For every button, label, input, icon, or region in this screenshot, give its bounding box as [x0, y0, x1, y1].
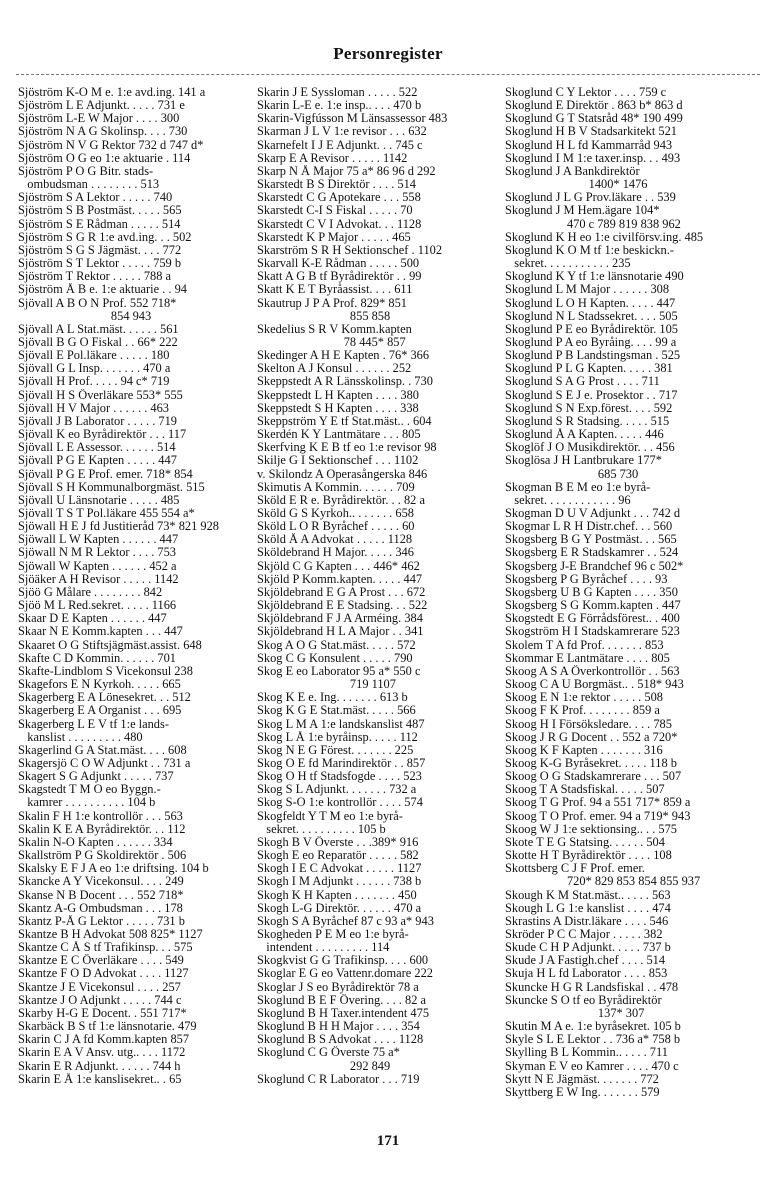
register-entry: Sköld L O R Byråchef . . . . . 60: [257, 520, 415, 534]
header-divider: [16, 74, 760, 75]
register-entry: Skogström H I Stadskamrerare 523: [505, 625, 680, 639]
register-entry: Sjöö M L Red.sekret. . . . . 1166: [18, 599, 177, 613]
register-entry: Skoglund L M Major . . . . . . 308: [505, 283, 670, 297]
register-entry: Skough L G 1:e kanslist . . . . 474: [505, 901, 671, 915]
register-entry: Skarin C J A fd Komm.kapten 857: [18, 1033, 190, 1047]
register-entry: Skylling B L Kommin.. . . . . 711: [505, 1046, 668, 1060]
register-entry: Skagstedt T M O eo Byggn.-: [18, 783, 161, 797]
register-entry: Skogman B E M eo 1:e byrå-: [505, 480, 651, 494]
register-entry: Sjövall H S Överläkare 553* 555: [18, 388, 183, 402]
register-entry: v. Skilondz A Operasångerska 846: [257, 467, 428, 481]
register-entry: Skalsky E F J A eo 1:e driftsing. 104 b: [18, 862, 209, 876]
register-entry: Skagersjö C O W Adjunkt . . 731 a: [18, 756, 191, 770]
register-entry: Sjöström Å B e. 1:e aktuarie . . 94: [18, 283, 187, 297]
register-entry: Sjövall E Pol.läkare . . . . . 180: [18, 349, 170, 363]
register-entry: Skoglund C Y Lektor . . . . 759 c: [505, 86, 667, 99]
register-entry: Skytt N E Jägmäst. . . . . . . 772: [505, 1072, 659, 1086]
register-entry: Skoglund H L fd Kammarråd 943: [505, 138, 673, 152]
register-entry: Sjöström T Rektor . . . . . 788 a: [18, 270, 172, 284]
register-entry: Skuncke H G R Landsfiskal . . 478: [505, 980, 679, 994]
register-entry: Skoglar E G eo Vattenr.domare 222: [257, 967, 433, 981]
register-entry: Skoglöf J O Musikdirektör. . . 456: [505, 441, 675, 455]
register-entry: 1400* 1476: [505, 178, 648, 192]
register-entry: Skoog J R G Docent . . 552 a 720*: [505, 730, 678, 744]
register-entry: Skeppstedt S H Kapten . . . . 338: [257, 401, 419, 415]
register-entry: Skarp E A Revisor . . . . . 1142: [257, 151, 408, 165]
register-entry: Skarstedt B S Direktör . . . . 514: [257, 178, 417, 192]
register-entry: Skogh I E C Advokat . . . . . 1127: [257, 862, 422, 876]
register-entry: 855 858: [257, 309, 391, 323]
register-entry: Skogman D U V Adjunkt . . . 742 d: [505, 507, 681, 520]
register-entry: Sjövall L E Assessor. . . . . . 514: [18, 441, 176, 455]
register-entry: Skoog W J 1:e sektionsing.. . . 575: [505, 822, 677, 836]
register-entry: Sjöström S G R 1:e avd.ing. . . 502: [18, 230, 192, 244]
register-entry: Skrastins A Distr.läkare . . . . 546: [505, 914, 669, 928]
register-entry: Skote T E G Statsing. . . . . . 504: [505, 835, 665, 849]
register-entry: Skog C G Konsulent . . . . . 790: [257, 651, 413, 665]
register-entry: Skantze J O Adjunkt . . . . . 744 c: [18, 993, 182, 1007]
register-entry: Skarström S R H Sektionschef . 1102: [257, 243, 443, 257]
register-entry: Sjöström S E Rådman . . . . . 514: [18, 217, 181, 231]
register-entry: Skantze B H Advokat 508 825* 1127: [18, 928, 203, 941]
register-entry: 720* 829 853 854 855 937: [505, 875, 701, 889]
register-entry: Skarbäck B S tf 1:e länsnotarie. 479: [18, 1020, 197, 1034]
register-entry: Sjöström N V G Rektor 732 d 747 d*: [18, 138, 204, 152]
register-entry: Skallström P G Skoldirektör . 506: [18, 849, 187, 863]
register-entry: Skarby H-G E Docent. . 551 717*: [18, 1006, 187, 1020]
register-entry: Skog K E e. Ing. . . . . . . 613 b: [257, 691, 408, 705]
register-entry: Skutin M A e. 1:e byråsekret. 105 b: [505, 1020, 681, 1034]
register-entry: Skough K M Stat.mäst.. . . . . 563: [505, 888, 671, 902]
register-entry: Skude J A Fastigh.chef . . . . 514: [505, 954, 666, 968]
register-entry: Skommar E Lantmätare . . . . 805: [505, 651, 670, 665]
register-entry: Skjöldebrand F J A Arméing. 384: [257, 612, 423, 626]
register-entry: Skantz P-Å G Lektor . . . . . 731 b: [18, 914, 185, 928]
register-entry: Skoglund C G Överste 75 a*: [257, 1046, 400, 1060]
register-entry: Skoglund E Direktör . 863 b* 863 d: [505, 99, 683, 113]
register-entry: Skog E eo Laborator 95 a* 550 c: [257, 664, 421, 678]
register-entry: Sköld Å A Advokat . . . . . 1128: [257, 533, 413, 547]
register-entry: Skagert S G Adjunkt . . . . . 737: [18, 770, 174, 784]
register-entry: Sjöström L-E W Major . . . . 300: [18, 112, 180, 126]
register-entry: Skerfving K E B tf eo 1:e revisor 98: [257, 441, 437, 455]
register-entry: Skogsberg P G Byråchef . . . . 93: [505, 572, 668, 586]
register-entry: Skogh I M Adjunkt . . . . . . 738 b: [257, 875, 422, 889]
register-column-1: [18, 86, 246, 1086]
register-entry: Skoglund P E eo Byrådirektör. 105: [505, 322, 678, 336]
register-entry: Skelton A J Konsul . . . . . . 252: [257, 362, 412, 376]
register-entry: Skafte C D Kommin. . . . . . 701: [18, 651, 176, 665]
register-entry: Skagerberg L E V tf 1:e lands-: [18, 717, 169, 731]
register-entry: Skogh E eo Reparatör . . . . . 582: [257, 849, 419, 863]
register-entry: Sjöström O G eo 1:e aktuarie . 114: [18, 151, 191, 165]
register-entry: Skarstedt K P Major . . . . . 465: [257, 230, 411, 244]
register-entry: Sjövall B G O Fiskal . . 66* 222: [18, 335, 178, 349]
register-entry: Skyman E V eo Kamrer . . . . 470 c: [505, 1059, 679, 1073]
register-entry: Sjövall G L Insp. . . . . . . 470 a: [18, 362, 171, 376]
register-entry: Sjöwall L W Kapten . . . . . . 447: [18, 533, 179, 547]
register-entry: 719 1107: [257, 678, 396, 692]
register-entry: Skyle S L E Lektor . . 736 a* 758 b: [505, 1033, 681, 1047]
register-entry: Skatt A G B tf Byrådirektör . . 99: [257, 270, 422, 284]
register-entry: Skotte H T Byrådirektör . . . . 108: [505, 849, 672, 863]
register-entry: Skoglund P A eo Byråing. . . . 99 a: [505, 335, 677, 349]
register-entry: Sjöström L E Adjunkt. . . . . 731 e: [18, 99, 185, 113]
register-entry: Sjöäker A H Revisor . . . . . 1142: [18, 572, 179, 586]
register-entry: Skatt K E T Byråassist. . . . 611: [257, 283, 413, 297]
register-entry: Skyttberg E W Ing. . . . . . . 579: [505, 1085, 660, 1099]
register-entry: Skarin E Å 1:e kanslisekret.. . 65: [18, 1072, 182, 1086]
register-entry: Skaaret O G Stiftsjägmäst.assist. 648: [18, 638, 202, 652]
register-entry: Skoglund B H Taxer.intendent 475: [257, 1006, 430, 1020]
register-entry: Skantz A-G Ombudsman . . . 178: [18, 901, 183, 915]
register-entry: Skarin E R Adjunkt. . . . . . 744 h: [18, 1059, 181, 1073]
register-entry: Skagerberg E A Organist . . . 695: [18, 704, 182, 718]
register-entry: Sjöström N A G Skolinsp. . . . 730: [18, 125, 188, 139]
register-entry: Sköldebrand H Major. . . . . 346: [257, 546, 414, 560]
register-entry: Skaar N E Komm.kapten . . . 447: [18, 625, 183, 639]
page-number: 171: [376, 1133, 400, 1149]
register-entry: Sjövall K eo Byrådirektör . . . 117: [18, 428, 187, 442]
register-entry: Sjövall U Länsnotarie . . . . . 485: [18, 493, 180, 507]
register-entry: Skarin E A V Ansv. utg.. . . . 1172: [18, 1046, 186, 1060]
register-entry: Skoglund B S Advokat . . . . 1128: [257, 1033, 424, 1047]
register-entry: Sjövall P G E Prof. emer. 718* 854: [18, 467, 193, 481]
register-entry: Sjöwall N M R Lektor . . . . 753: [18, 546, 176, 560]
register-entry: Skedelius S R V Komm.kapten: [257, 322, 412, 336]
register-entry: Sjövall A L Stat.mäst. . . . . . 561: [18, 322, 179, 336]
register-entry: intendent . . . . . . . . . 114: [257, 941, 390, 955]
register-entry: Skuncke S O tf eo Byrådirektör: [505, 993, 662, 1007]
register-entry: Skude C H P Adjunkt. . . . . 737 b: [505, 941, 671, 955]
register-entry: Skog N E G Förest. . . . . . . 225: [257, 743, 414, 757]
register-entry: Skottsberg C J F Prof. emer.: [505, 862, 645, 876]
register-entry: ombudsman . . . . . . . . 513: [18, 178, 160, 192]
register-entry: Skoog T O Prof. emer. 94 a 719* 943: [505, 809, 691, 823]
register-entry: Skoglund J M Hem.ägare 104*: [505, 204, 660, 218]
register-entry: Skoglund K Y tf 1:e länsnotarie 490: [505, 270, 684, 284]
register-entry: Skarvall K-E Rådman . . . . . 500: [257, 257, 420, 271]
register-entry: Skoglund G T Statsråd 48* 190 499: [505, 112, 683, 126]
register-entry: Skarin L-E e. 1:e insp.. . . . 470 b: [257, 99, 422, 113]
register-entry: Sjöström S G S Jägmäst. . . . 772: [18, 243, 182, 257]
register-entry: Skog L M A 1:e landskanslist 487: [257, 717, 425, 731]
register-entry: Skagerlind G A Stat.mäst. . . . 608: [18, 743, 187, 757]
register-entry: Skoglund S R Stadsing. . . . . 515: [505, 414, 670, 428]
register-entry: Skjöldebrand E G A Prost . . . 672: [257, 585, 426, 599]
register-entry: Skjöld P Komm.kapten. . . . . 447: [257, 572, 423, 586]
register-entry: Skuja H L fd Laborator . . . . 853: [505, 967, 668, 981]
register-entry: Sjöström S B Postmäst. . . . . 565: [18, 204, 182, 218]
register-entry: Skoglund L O H Kapten. . . . . 447: [505, 296, 676, 310]
page-title: Personregister: [333, 44, 443, 63]
register-entry: Skogkvist G G Trafikinsp. . . . 600: [257, 954, 429, 968]
register-entry: 292 849: [257, 1059, 391, 1073]
register-entry: Skedinger A H E Kapten . 76* 366: [257, 349, 430, 363]
register-entry: 685 730: [505, 467, 639, 481]
register-entry: Skarstedt C V I Advokat. . . 1128: [257, 217, 422, 231]
register-entry: Skoglund P B Landstingsman . 525: [505, 349, 681, 363]
register-entry: Skog K G E Stat.mäst. . . . . 566: [257, 704, 416, 718]
register-entry: Skoglund N L Stadssekret. . . . 505: [505, 309, 678, 323]
register-entry: Skogsberg J-E Brandchef 96 c 502*: [505, 559, 684, 573]
register-entry: Sjöwall H E J fd Justitieråd 73* 821 928: [18, 520, 219, 534]
register-entry: Skeppström Y E tf Stat.mäst.. . 604: [257, 414, 432, 428]
register-entry: Skoglund K O M tf 1:e beskickn.-: [505, 243, 674, 257]
register-entry: Skoglund B H H Major . . . . 354: [257, 1020, 420, 1034]
register-entry: Skarstedt C-I S Fiskal . . . . . 70: [257, 204, 413, 218]
register-entry: Skoglund I M 1:e taxer.insp. . . 493: [505, 151, 681, 165]
register-entry: Skröder P C C Major . . . . . 382: [505, 928, 663, 941]
register-entry: 78 445* 857: [257, 335, 406, 349]
register-entry: Skog S-O 1:e kontrollör . . . . 574: [257, 796, 423, 810]
register-entry: Skoglund P L G Kapten. . . . . 381: [505, 362, 673, 376]
register-entry: Skanse N B Docent . . . 552 718*: [18, 888, 184, 902]
register-entry: Skolem T A fd Prof. . . . . . . 853: [505, 638, 664, 652]
register-entry: Sjövall J B Laborator . . . . . 719: [18, 414, 177, 428]
register-entry: Skogh L-G Direktör. . . . . . 470 a: [257, 901, 422, 915]
register-entry: Skog L Å 1:e byråinsp. . . . . 112: [257, 730, 418, 744]
register-entry: kanslist . . . . . . . . . 480: [18, 730, 143, 744]
register-entry: Skog O E fd Marindirektör . . 857: [257, 756, 426, 770]
register-entry: sekret. . . . . . . . . . . . 96: [505, 493, 631, 507]
register-entry: Skoog T G Prof. 94 a 551 717* 859 a: [505, 796, 691, 810]
register-entry: Skoglösa J H Lantbrukare 177*: [505, 454, 662, 468]
register-entry: Skagerberg E A Lönesekret. . . 512: [18, 691, 191, 705]
register-entry: Skoglund J L G Prov.läkare . . 539: [505, 191, 676, 205]
register-entry: Skoglund S E J e. Prosektor . . 717: [505, 388, 678, 402]
register-entry: Skilje G I Sektionschef . . . 1102: [257, 454, 419, 468]
register-entry: Sjöö G Målare . . . . . . . . 842: [18, 585, 163, 599]
register-entry: Skantze F O D Advokat . . . . 1127: [18, 967, 189, 981]
register-entry: 854 943: [18, 309, 152, 323]
register-entry: Skoog C A U Borgmäst.. . 518* 943: [505, 678, 684, 692]
register-entry: Skoog A S A Överkontrollör . . 563: [505, 664, 680, 678]
register-entry: Skarstedt C G Apotekare . . . 558: [257, 191, 421, 205]
register-entry: Skogfeldt Y T M eo 1:e byrå-: [257, 809, 403, 823]
register-entry: Skogheden P E M eo 1:e byrå-: [257, 928, 409, 941]
register-entry: Sjövall P G E Kapten . . . . . 447: [18, 454, 177, 468]
register-entry: Skoglar J S eo Byrådirektör 78 a: [257, 980, 419, 994]
register-column-2: [257, 86, 493, 1086]
register-entry: Sjövall H V Major . . . . . . 463: [18, 401, 169, 415]
register-entry: Skarnefelt I J E Adjunkt. . . 745 c: [257, 138, 423, 152]
register-entry: Sköld E R e. Byrådirektör. . . 82 a: [257, 493, 425, 507]
register-entry: Skjöldebrand E E Stadsing. . . 522: [257, 599, 428, 613]
register-entry: Skalin K E A Byrådirektör. . . 112: [18, 822, 186, 836]
register-entry: Skeppstedt A R Länsskolinsp. . 730: [257, 375, 433, 389]
register-entry: Skoog K F Kapten . . . . . . . 316: [505, 743, 663, 757]
register-column-3: [505, 86, 759, 1099]
register-entry: Skagefors E N Kyrkoh. . . . . 665: [18, 678, 181, 692]
register-entry: Skjöldebrand H L A Major . . 341: [257, 625, 424, 639]
register-entry: Skaar D E Kapten . . . . . . 447: [18, 612, 167, 626]
register-entry: Sjövall T S T Pol.läkare 455 554 a*: [18, 507, 195, 520]
register-entry: 470 c 789 819 838 962: [505, 217, 681, 231]
register-entry: sekret. . . . . . . . . . . 235: [505, 257, 631, 271]
register-entry: Skog S L Adjunkt. . . . . . . 732 a: [257, 783, 417, 797]
register-entry: Skoglund S A G Prost . . . . 711: [505, 375, 660, 389]
register-entry: Skogh S A Byråchef 87 c 93 a* 943: [257, 914, 434, 928]
register-entry: Skoglund C R Laborator . . . 719: [257, 1072, 420, 1086]
register-entry: Skoog E N 1:e rektor . . . . . 508: [505, 691, 663, 705]
register-entry: Skoglund J A Bankdirektör: [505, 164, 640, 178]
register-entry: Skeppstedt L H Kapten . . . . 380: [257, 388, 419, 402]
register-entry: Skantze C Å S tf Trafikinsp. . . 575: [18, 941, 193, 955]
register-entry: Skog A O G Stat.mäst. . . . . 572: [257, 638, 416, 652]
register-entry: Skoog O G Stadskamrerare . . . 507: [505, 770, 682, 784]
register-entry: Skoog F K Prof. . . . . . . . 859 a: [505, 704, 660, 718]
register-entry: Sjöström S A Lektor . . . . . 740: [18, 191, 173, 205]
register-entry: Skogsberg B G Y Postmäst. . . 565: [505, 533, 677, 547]
register-entry: Skoglund K H eo 1:e civilförsv.ing. 485: [505, 230, 704, 244]
register-entry: Skjöld C G Kapten . . . 446* 462: [257, 559, 420, 573]
register-entry: Skogsberg S G Komm.kapten . 447: [505, 599, 681, 613]
register-entry: Skoglund B E F Övering. . . . 82 a: [257, 993, 426, 1007]
register-entry: Sjövall H Prof. . . . . 94 c* 719: [18, 375, 170, 389]
register-entry: Sjöström S T Lektor . . . . . 759 b: [18, 257, 182, 271]
register-entry: Skarman J L V 1:e revisor . . . 632: [257, 125, 427, 139]
register-entry: Skogh K H Kapten . . . . . . . 450: [257, 888, 417, 902]
register-entry: Skogsberg U B G Kapten . . . . 350: [505, 585, 678, 599]
register-entry: Skoog K-G Byråsekret. . . . . 118 b: [505, 756, 677, 770]
register-entry: Sjövall A B O N Prof. 552 718*: [18, 296, 177, 310]
register-entry: Sjövall S H Kommunalborgmäst. 515: [18, 480, 205, 494]
register-entry: Skarin-Vigfússon M Länsassessor 483: [257, 112, 448, 126]
register-entry: Skancke A Y Vicekonsul. . . . 249: [18, 875, 184, 889]
register-entry: Skog O H tf Stadsfogde . . . . 523: [257, 770, 422, 784]
register-entry: Skoog H I Försöksledare. . . . 785: [505, 717, 672, 731]
register-entry: Skalin F H 1:e kontrollör . . . 563: [18, 809, 183, 823]
register-entry: kamrer . . . . . . . . . . 104 b: [18, 796, 156, 810]
register-entry: Skogstedt E G Förrådsförest.. . 400: [505, 612, 680, 626]
register-entry: sekret. . . . . . . . . . 105 b: [257, 822, 386, 836]
register-entry: Sjöwall W Kapten . . . . . . 452 a: [18, 559, 177, 573]
register-entry: Skafte-Lindblom S Vicekonsul 238: [18, 664, 193, 678]
register-entry: Skoglund S N Exp.förest. . . . 592: [505, 401, 673, 415]
register-entry: Skimutis A Kommin. . . . . . 709: [257, 480, 415, 494]
register-entry: Skantze J E Vicekonsul . . . . 257: [18, 980, 181, 994]
register-entry: Sjöström P O G Bitr. stads-: [18, 164, 154, 178]
register-entry: Skantze E C Överläkare . . . . 549: [18, 954, 184, 968]
register-entry: Skerdén K Y Lantmätare . . . 805: [257, 428, 421, 442]
register-entry: Sjöström K-O M e. 1:e avd.ing. 141 a: [18, 86, 206, 99]
register-entry: Skalin N-O Kapten . . . . . . 334: [18, 835, 173, 849]
register-entry: Skogh B V Överste . . .389* 916: [257, 835, 419, 849]
register-entry: Skogsberg E R Stadskamrer . . 524: [505, 546, 679, 560]
register-entry: Skoglund Å A Kapten. . . . . 446: [505, 428, 664, 442]
register-entry: Sköld G S Kyrkoh.. . . . . . . 658: [257, 507, 414, 520]
register-entry: Skautrup J P A Prof. 829* 851: [257, 296, 407, 310]
register-entry: Skogmar L R H Distr.chef. . . 560: [505, 520, 673, 534]
register-entry: Skarp N Å Major 75 a* 86 96 d 292: [257, 164, 436, 178]
register-entry: Skoglund H B V Stadsarkitekt 521: [505, 125, 677, 139]
register-entry: 137* 307: [505, 1006, 645, 1020]
register-entry: Skoog T A Stadsfiskal. . . . . 507: [505, 783, 665, 797]
register-entry: Skarin J E Syssloman . . . . . 522: [257, 86, 418, 99]
